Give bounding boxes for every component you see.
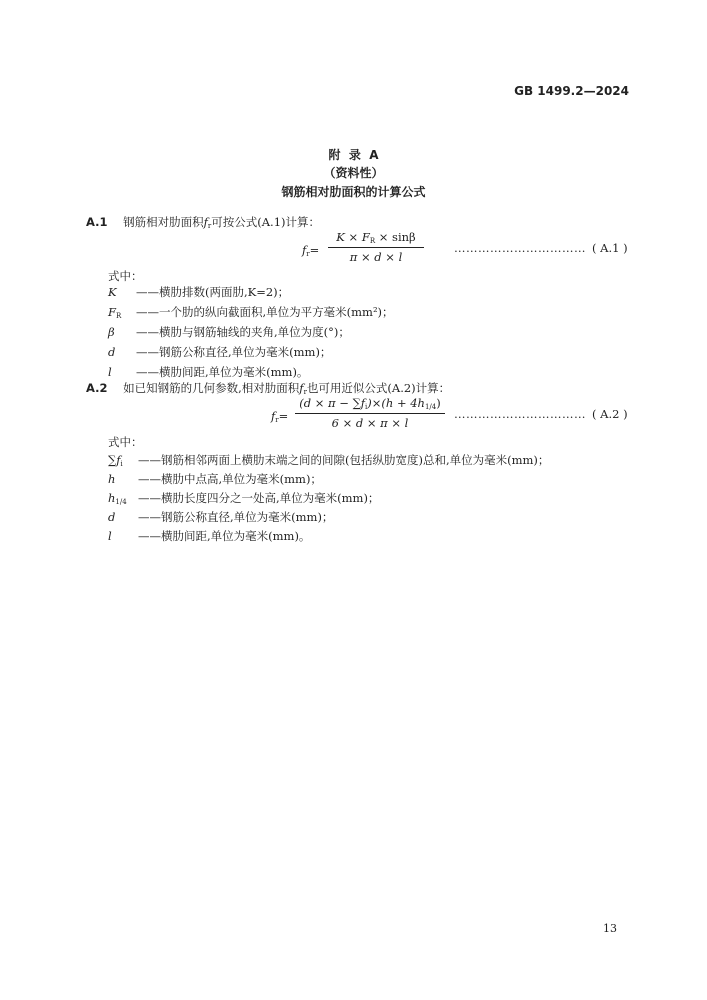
equals-sign: =	[278, 409, 289, 423]
clause-a1	[86, 214, 320, 230]
numerator	[328, 230, 424, 245]
variable-description: ——钢筋公称直径,单位为毫米(mm)；	[138, 510, 334, 524]
numerator-text: (d × π − ∑f	[299, 396, 366, 410]
variable-symbol-wrap	[108, 491, 138, 506]
formula-a1-ref: ( A.1 )	[592, 241, 628, 255]
variable-definition	[108, 528, 310, 544]
clause-text-end: 也可用近似公式(A.2)计算：	[306, 381, 451, 395]
fraction-bar	[328, 247, 424, 248]
variable-definition	[108, 344, 331, 360]
variable-subscript: i	[120, 460, 123, 468]
formula-a2-fraction	[295, 396, 445, 430]
formula-lhs-subscript: r	[306, 250, 310, 258]
numerator-end: )	[436, 396, 441, 410]
denominator: 6 × d × π × l	[331, 416, 409, 430]
variable-symbol-wrap	[108, 305, 136, 320]
variable-definition	[108, 452, 549, 468]
numerator	[295, 396, 445, 411]
variable-symbol: β	[108, 325, 115, 339]
variable-definition	[108, 324, 350, 340]
appendix-title: 附 录 A	[328, 148, 379, 162]
numerator-subscript: i	[365, 403, 368, 411]
symbol: f	[299, 381, 304, 395]
variable-symbol: F	[108, 305, 116, 319]
formula-a2-ref: ( A.2 )	[592, 407, 628, 421]
formula-a1-leader: ……………………………	[454, 241, 586, 255]
variable-description: ——横肋间距,单位为毫米(mm)。	[138, 529, 311, 543]
equals-sign: =	[309, 243, 320, 257]
variable-symbol: l	[108, 529, 112, 543]
variable-symbol-wrap	[108, 345, 136, 360]
formula-a1-fraction	[328, 230, 424, 264]
variable-symbol-wrap	[108, 325, 136, 340]
variable-symbol: l	[108, 365, 112, 379]
variable-description: ——钢筋相邻两面上横肋末端之间的间隙(包括纵肋宽度)总和,单位为毫米(mm)；	[138, 453, 550, 467]
variable-description: ——横肋间距,单位为毫米(mm)。	[136, 365, 309, 379]
variable-symbol: h	[108, 491, 116, 505]
variable-symbol: d	[108, 510, 116, 524]
symbol-subscript: r	[207, 222, 212, 230]
variable-symbol: K	[108, 285, 117, 299]
variable-description: ——横肋长度四分之一处高,单位为毫米(mm)；	[138, 491, 380, 505]
clause-text-end: 可按公式(A.1)计算：	[211, 215, 321, 229]
variable-symbol: h	[108, 472, 116, 486]
formula-a2-leader: ……………………………	[454, 407, 586, 421]
variable-symbol: ∑f	[108, 453, 121, 467]
variable-subscript: 1/4	[115, 498, 127, 506]
numerator-subscript-2: 1/4	[424, 403, 437, 411]
clause-a2	[86, 380, 450, 396]
formula-lhs: f	[302, 243, 307, 257]
fraction-bar	[295, 413, 445, 414]
formula-a1-lhs	[302, 243, 319, 258]
numerator-tail: × sinβ	[375, 230, 416, 244]
standard-code: GB 1499.2—2024	[514, 84, 629, 98]
variable-definition	[108, 471, 322, 487]
variable-symbol-wrap	[108, 453, 138, 468]
symbol: f	[203, 215, 208, 229]
variable-definition	[108, 490, 379, 506]
variable-description: ——横肋排数(两面肋,K=2)；	[136, 285, 290, 299]
numerator-subscript: R	[369, 237, 376, 245]
variable-symbol-wrap	[108, 510, 138, 525]
page-number: 13	[603, 922, 617, 935]
appendix-nature: （资料性）	[323, 166, 384, 180]
variable-definition	[108, 364, 308, 380]
variable-symbol: d	[108, 345, 116, 359]
variable-definition	[108, 509, 333, 525]
variable-description: ——横肋中点高,单位为毫米(mm)；	[138, 472, 322, 486]
variable-description: ——一个肋的纵向截面积,单位为平方毫米(mm²)；	[136, 305, 394, 319]
variable-symbol-wrap	[108, 472, 138, 487]
clause-number: A.2	[86, 381, 108, 395]
formula-a2-lhs	[271, 409, 288, 424]
clause-text: 如已知钢筋的几何参数,相对肋面积	[123, 381, 300, 395]
clause-text: 钢筋相对肋面积	[123, 215, 204, 229]
numerator-text: K × F	[336, 230, 370, 244]
denominator: π × d × l	[349, 250, 403, 264]
variable-definition	[108, 284, 289, 300]
appendix-heading: 钢筋相对肋面积的计算公式	[281, 185, 426, 199]
variable-definition	[108, 304, 394, 320]
numerator-tail: )×(h + 4h	[367, 396, 425, 410]
formula-lhs-subscript: r	[275, 416, 279, 424]
variable-description: ——横肋与钢筋轴线的夹角,单位为度(°)；	[136, 325, 350, 339]
variable-symbol-wrap	[108, 285, 136, 300]
variable-description: ——钢筋公称直径,单位为毫米(mm)；	[136, 345, 332, 359]
symbol-subscript: r	[303, 388, 307, 396]
formula-lhs: f	[271, 409, 276, 423]
variable-symbol-wrap	[108, 529, 138, 544]
clause-number: A.1	[86, 215, 108, 229]
variable-symbol-wrap	[108, 365, 136, 380]
where-label-a2: 式中：	[108, 435, 143, 449]
where-label-a1: 式中：	[108, 269, 143, 283]
variable-subscript: R	[115, 312, 122, 320]
